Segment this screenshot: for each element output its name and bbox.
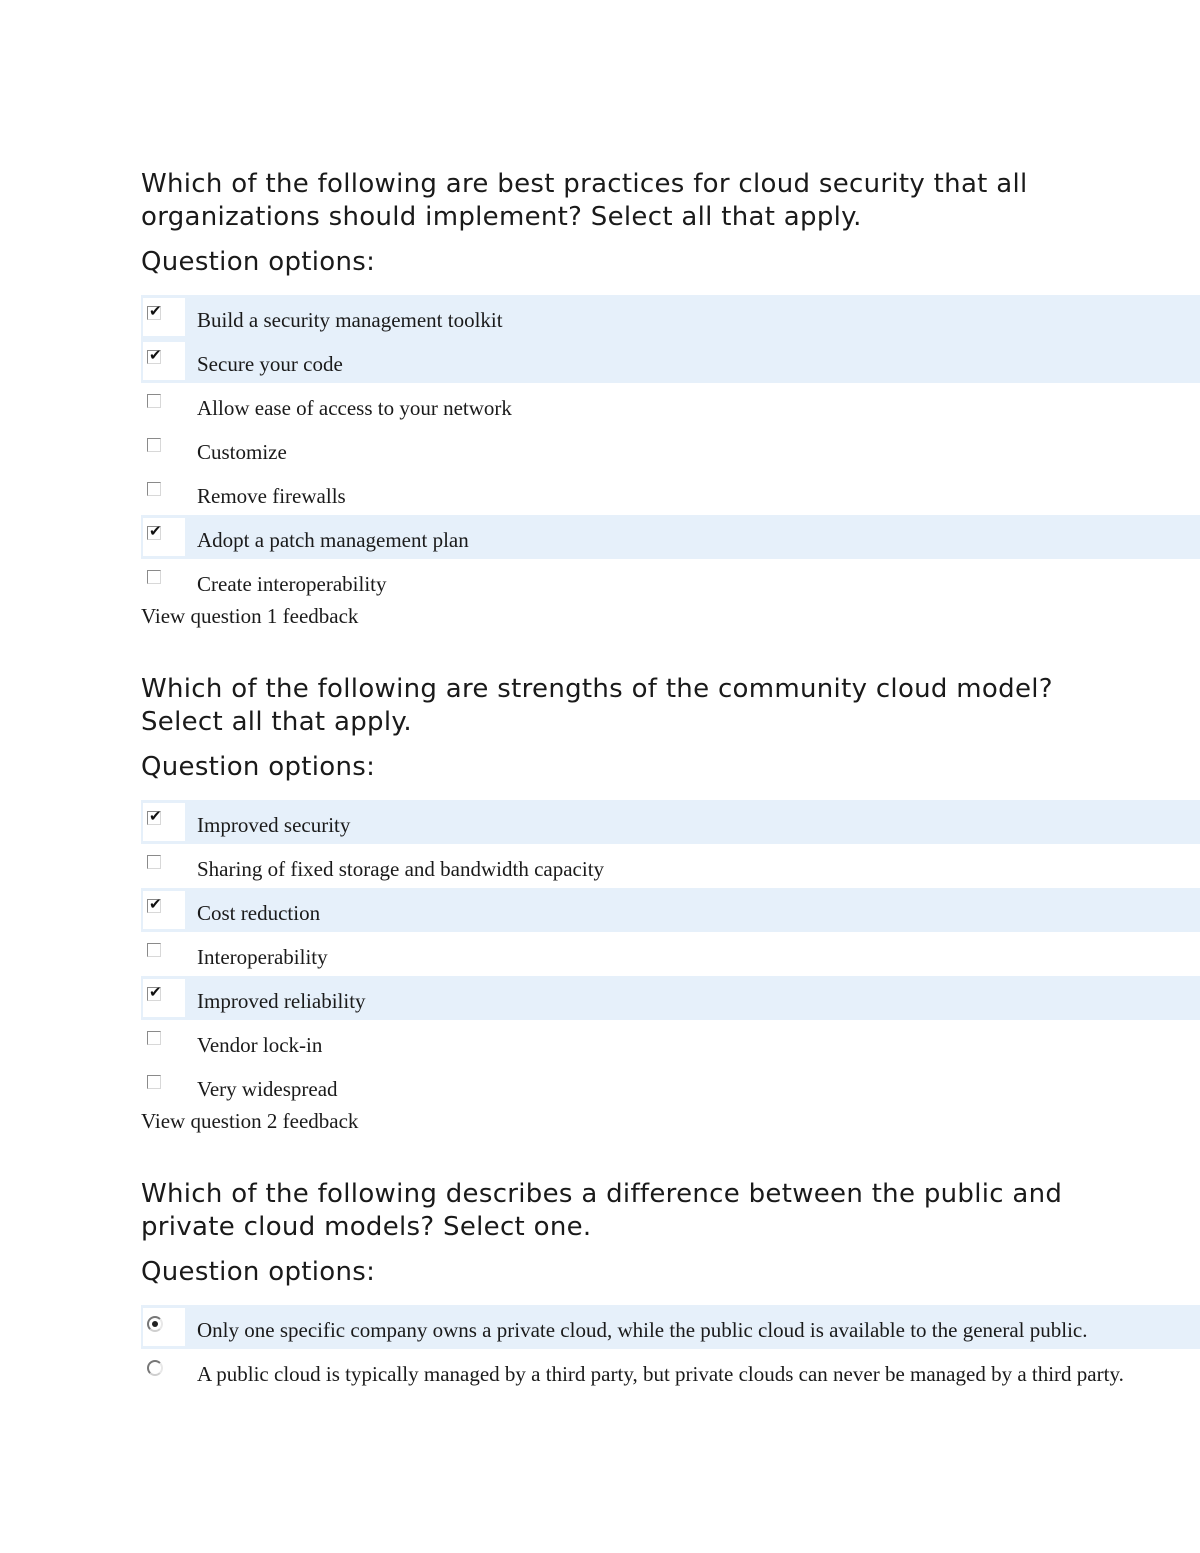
view-feedback-link[interactable]: View question 2 feedback: [141, 1109, 359, 1133]
option-row[interactable]: [141, 1349, 1200, 1393]
checkbox[interactable]: [143, 847, 185, 885]
checkbox[interactable]: [143, 298, 185, 336]
option-row[interactable]: [141, 559, 1200, 603]
checkbox[interactable]: [143, 1023, 185, 1061]
option-row[interactable]: [141, 515, 1200, 559]
checkbox[interactable]: [143, 803, 185, 841]
option-label: Customize: [197, 439, 287, 464]
question-2-text: Which of the following are strengths of the community cloud model? Select all that apply.: [141, 674, 1053, 737]
option-label: Only one specific company owns a private cloud, while the public cloud is available to the general public.: [197, 1317, 1088, 1342]
option-row[interactable]: [141, 295, 1200, 339]
radio-button[interactable]: [143, 1308, 185, 1346]
option-label: A public cloud is typically managed by a third party, but private clouds can never be managed by a third party.: [197, 1361, 1124, 1386]
checkbox[interactable]: [143, 979, 185, 1017]
option-row[interactable]: [141, 1305, 1200, 1349]
option-label: Interoperability: [197, 944, 328, 969]
option-row[interactable]: [141, 932, 1200, 976]
option-row[interactable]: [141, 976, 1200, 1020]
question-2-options: [141, 800, 1200, 1108]
checkbox[interactable]: [143, 891, 185, 929]
option-row[interactable]: [141, 844, 1200, 888]
option-row[interactable]: [141, 339, 1200, 383]
option-label: Very widespread: [197, 1076, 338, 1101]
checkbox[interactable]: [143, 1067, 185, 1105]
option-row[interactable]: [141, 800, 1200, 844]
question-3-options-label: Question options:: [141, 1257, 376, 1287]
option-row[interactable]: [141, 471, 1200, 515]
checkmark-icon: ✔: [149, 522, 162, 540]
option-label: Cost reduction: [197, 900, 321, 925]
question-1: [141, 168, 1200, 629]
checkmark-icon: ✔: [149, 302, 162, 320]
view-feedback-link[interactable]: View question 1 feedback: [141, 604, 359, 628]
question-3-text: Which of the following describes a difference between the public and private cloud models? Select one.: [141, 1179, 1063, 1242]
checkmark-icon: ✔: [149, 895, 162, 913]
option-label: Build a security management toolkit: [197, 307, 503, 332]
option-row[interactable]: [141, 1020, 1200, 1064]
question-2: [141, 673, 1200, 1134]
option-label: Vendor lock-in: [197, 1032, 323, 1057]
option-label: Allow ease of access to your network: [197, 395, 512, 420]
checkbox[interactable]: [143, 342, 185, 380]
question-3: [141, 1178, 1200, 1393]
option-row[interactable]: [141, 888, 1200, 932]
option-row[interactable]: [141, 1064, 1200, 1108]
option-label: Adopt a patch management plan: [197, 527, 469, 552]
checkbox[interactable]: [143, 935, 185, 973]
checkbox[interactable]: [143, 562, 185, 600]
option-label: Secure your code: [197, 351, 343, 376]
radio-dot-icon: [152, 1321, 158, 1327]
checkmark-icon: ✔: [149, 346, 162, 364]
radio-button[interactable]: [143, 1352, 185, 1390]
option-row[interactable]: [141, 427, 1200, 471]
option-label: Sharing of fixed storage and bandwidth capacity: [197, 856, 605, 881]
option-label: Create interoperability: [197, 571, 387, 596]
option-label: Improved reliability: [197, 988, 366, 1013]
question-1-text: Which of the following are best practices for cloud security that all organizations should implement? Select all that apply.: [141, 169, 1028, 232]
checkmark-icon: ✔: [149, 807, 162, 825]
checkbox[interactable]: [143, 474, 185, 512]
checkbox[interactable]: [143, 518, 185, 556]
question-2-options-label: Question options:: [141, 752, 376, 782]
option-row[interactable]: [141, 383, 1200, 427]
checkbox[interactable]: [143, 386, 185, 424]
option-label: Remove firewalls: [197, 483, 346, 508]
option-label: Improved security: [197, 812, 351, 837]
question-1-options-label: Question options:: [141, 247, 376, 277]
checkbox[interactable]: [143, 430, 185, 468]
checkmark-icon: ✔: [149, 983, 162, 1001]
question-3-options: [141, 1305, 1200, 1393]
question-1-options: [141, 295, 1200, 603]
